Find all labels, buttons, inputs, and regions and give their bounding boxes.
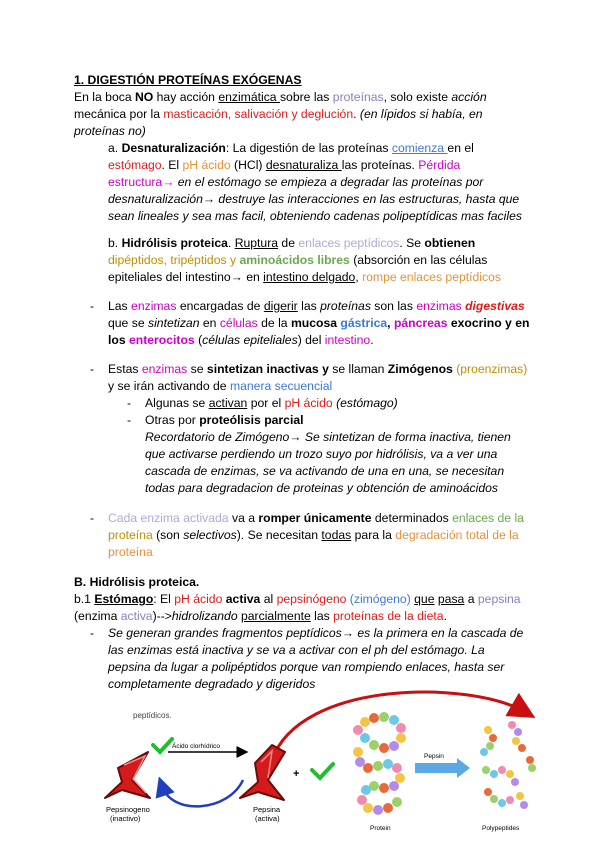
autocatalysis-arrow bbox=[162, 780, 243, 806]
polypeptide-fragments bbox=[480, 721, 536, 809]
item-a-line-5: sean lineales y sea mas facil, obteniendo cadenas polipeptídicas mas faciles bbox=[108, 209, 522, 223]
bullet3-line-2: proteína (son selectivos). Se necesitan todas para la degradación total de la bbox=[108, 528, 519, 542]
pepsin-arrow-label: Pepsin bbox=[424, 753, 444, 760]
section-b-title: B. Hidrólisis proteica. bbox=[74, 575, 200, 589]
section-title: 1. DIGESTIÓN PROTEÍNAS EXÓGENAS bbox=[74, 73, 302, 87]
pepsinogen-shape bbox=[105, 752, 150, 798]
pepsin-arrow-body bbox=[415, 763, 457, 773]
reminder-line-2: que activarse perdiendo un trozo suyo por hidrólisis, va a ver una bbox=[145, 447, 498, 461]
reminder-line-4: todas para degradacion de proteinas y obtención de aminoácidos bbox=[145, 481, 499, 495]
plus-sign: + bbox=[293, 768, 300, 780]
bullet-dash: - bbox=[90, 299, 95, 313]
bullet-dash: - bbox=[90, 511, 95, 525]
protein-chain bbox=[353, 712, 406, 815]
intro-line-2: mecánica por la masticación, salivación y deglución. (en lípidos si había, en bbox=[74, 107, 483, 121]
bullet2-line-1: Estas enzimas se sintetizan inactivas y se llaman Zimógenos (proenzimas) bbox=[108, 362, 528, 376]
sub-bullet-dash: - bbox=[127, 396, 132, 410]
reminder-line-3: cascada de enzimas, se va activando de una en una, se necesitan bbox=[145, 464, 505, 478]
item-b-line-3: epiteliales del intestino→ en intestino delgado, rompe enlaces peptídicos bbox=[108, 270, 501, 284]
bullet-dash: - bbox=[90, 626, 95, 640]
pepsin-label: Pepsina bbox=[253, 805, 281, 814]
b-bullet-line-2: las enzimas está inactiva y se va a activar con el ph del estómago. La bbox=[108, 643, 485, 657]
protein-label: Protein bbox=[370, 825, 391, 832]
intro-line-1: En la boca NO hay acción enzimática sobre las proteínas, solo existe acción bbox=[74, 90, 487, 104]
pepsin-state: (activa) bbox=[255, 814, 280, 823]
pepsinogen-state: (inactivo) bbox=[110, 814, 141, 823]
bullet1-line-3: los enterocitos (células epiteliales) del intestino. bbox=[108, 333, 374, 347]
item-a-line-3: estructura→ en el estómago se empieza a degradar las proteínas por bbox=[108, 175, 484, 189]
bullet3-line-3: proteína bbox=[108, 545, 153, 559]
reminder-line-1: Recordatorio de Zimógeno→ Se sintetizan de forma inactiva, tienen bbox=[145, 430, 511, 444]
bullet3-line-1: Cada enzima activada va a romper únicamente determinados enlaces de la bbox=[108, 511, 524, 525]
acid-label: Ácido clorhídrico bbox=[172, 743, 221, 750]
b-bullet-line-4: completamente degradado y digeridos bbox=[108, 677, 316, 691]
item-b-line-2: dipéptidos, tripéptidos y aminoácidos libres (absorción en las células bbox=[108, 253, 488, 267]
bullet2-line-2: y se irán activando de manera secuencial bbox=[108, 379, 333, 393]
bullet2-sub1: Algunas se activan por el pH ácido (estómago) bbox=[145, 396, 398, 410]
check-icon bbox=[312, 764, 333, 778]
polypeptides-label: Polypeptides bbox=[482, 825, 520, 832]
sub-bullet-dash: - bbox=[127, 413, 132, 427]
b-bullet-line-3: pepsina da lugar a polipéptidos porque van rompiendo enlaces, hasta ser bbox=[108, 660, 505, 674]
bullet2-sub2: Otras por proteólisis parcial bbox=[145, 413, 304, 427]
bullet1-line-2: que se sintetizan en células de la mucosa gástrica, páncreas exocrino y en bbox=[108, 316, 530, 330]
bullet1-line-1: Las enzimas encargadas de digerir las proteínas son las enzimas digestivas bbox=[108, 299, 525, 313]
b1-line-1: b.1 Estómago: El pH ácido activa al pepsinógeno (zimógeno) que pasa a pepsina bbox=[74, 592, 521, 606]
pepsin-arrow-head bbox=[457, 758, 470, 778]
item-a-line-2: estómago. El pH ácido (HCl) desnaturaliza las proteínas. Pérdida bbox=[108, 158, 461, 172]
b1-line-2: (enzima activa)-->hidrolizando parcialmente las proteínas de la dieta. bbox=[74, 609, 447, 623]
intro-line-3: proteínas no) bbox=[74, 124, 146, 138]
check-icon bbox=[153, 739, 172, 752]
pepsinogen-label: Pepsinogeno bbox=[106, 805, 150, 814]
item-b-line-1: b. Hidrólisis proteica. Ruptura de enlaces peptídicos. Se obtienen bbox=[108, 236, 476, 250]
figure-cut-text: peptídicos. bbox=[133, 711, 172, 720]
item-a-line-1: a. Desnaturalización: La digestión de las proteínas comienza en el bbox=[108, 141, 474, 155]
item-a-line-4: desnaturalización→ destruye las interacciones en las estructuras, hasta que bbox=[108, 192, 520, 206]
b-bullet-line-1: Se generan grandes fragmentos peptídicos→ es la primera en la cascada de bbox=[108, 626, 524, 640]
pepsin-shape bbox=[240, 745, 285, 800]
bullet-dash: - bbox=[90, 362, 95, 376]
